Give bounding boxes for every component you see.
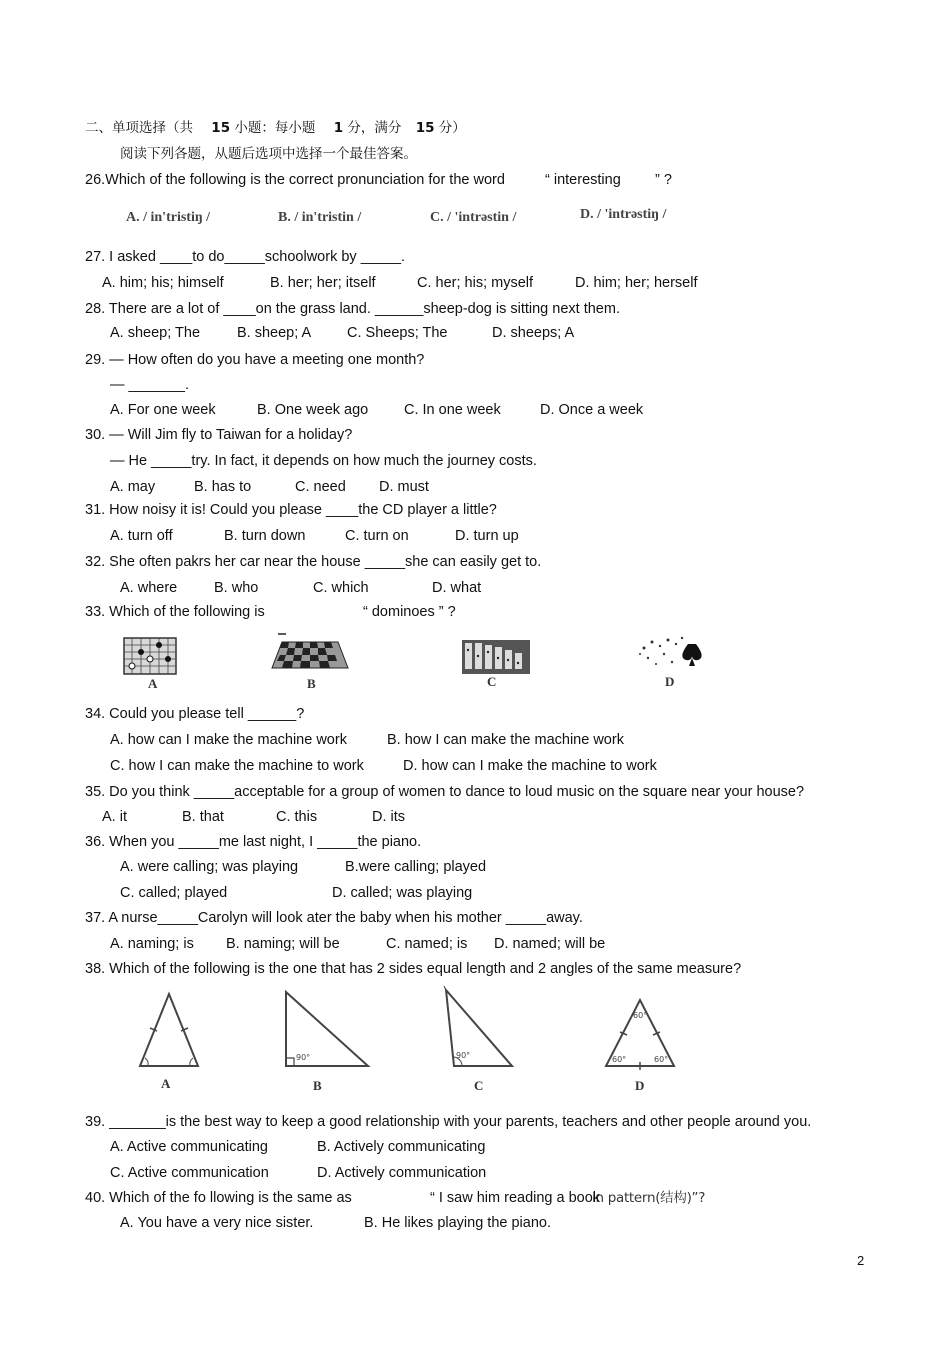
q40-quote: “ I saw him reading a book xyxy=(430,1190,601,1206)
q26-option-a: A. / in'tristiŋ / xyxy=(126,210,211,225)
q26-word: “ interesting xyxy=(545,172,621,188)
q29-option-c: C. In one week xyxy=(404,402,501,418)
q33-stem: 33. Which of the following is xyxy=(85,604,265,620)
q33-label-a: A xyxy=(148,676,158,691)
q30-option-c: C. need xyxy=(295,479,346,495)
q35-stem: 35. Do you think _____acceptable for a group of women to dance to loud music on the square near your house? xyxy=(85,784,805,800)
q31-option-b: B. turn down xyxy=(224,528,306,544)
q26-stem: 26.Which of the following is the correct pronunciation for the word xyxy=(85,172,505,188)
q33-label-d: D xyxy=(665,674,675,689)
q28-option-b: B. sheep; A xyxy=(237,325,312,341)
q34-option-d: D. how can I make the machine to work xyxy=(403,758,657,774)
q37-option-b: B. naming; will be xyxy=(226,936,340,952)
q34-option-c: C. how I can make the machine to work xyxy=(110,758,364,774)
q29-answer-line: — _______. xyxy=(110,377,190,393)
q38-angle-d-right: 60° xyxy=(654,1055,669,1064)
q38-stem: 38. Which of the following is the one that has 2 sides equal length and 2 angles of the same measure? xyxy=(85,961,742,977)
q39-option-a: A. Active communicating xyxy=(110,1139,268,1155)
q39-option-b: B. Actively communicating xyxy=(317,1139,486,1155)
q38-angle-b: 90° xyxy=(296,1053,311,1062)
q28-stem: 28. There are a lot of ____on the grass land. ______sheep-dog is sitting next them. xyxy=(85,301,620,317)
q39-option-c: C. Active communication xyxy=(110,1165,269,1181)
q38-label-a: A xyxy=(161,1076,171,1091)
q27-option-b: B. her; her; itself xyxy=(270,275,376,291)
q38-label-d: D xyxy=(635,1078,645,1093)
q30-answer-line: — He _____try. In fact, it depends on how much the journey costs. xyxy=(110,453,537,469)
section-title: 二、单项选择（共 15 小题：每小题 1 分，满分 15 分） xyxy=(85,120,466,136)
q40-option-b: B. He likes playing the piano. xyxy=(364,1215,551,1231)
q37-stem: 37. A nurse_____Carolyn will look ater the baby when his mother _____away. xyxy=(85,910,583,926)
q29-option-b: B. One week ago xyxy=(257,402,369,418)
q31-option-d: D. turn up xyxy=(455,528,519,544)
q29-option-a: A. For one week xyxy=(110,402,216,418)
q34-stem: 34. Could you please tell ______? xyxy=(85,706,305,722)
isosceles-triangle-image xyxy=(136,990,202,1070)
q36-option-b: B.were calling; played xyxy=(345,859,487,875)
q26-option-d: D. / 'intrəstiŋ / xyxy=(580,207,667,222)
q31-option-c: C. turn on xyxy=(345,528,409,544)
page-number: 2 xyxy=(857,1253,865,1268)
dominoes-image xyxy=(460,638,532,676)
q31-stem: 31. How noisy it is! Could you please ____the CD player a little? xyxy=(85,502,497,518)
q35-option-d: D. its xyxy=(372,809,406,825)
q26-word-close: ” ? xyxy=(655,172,672,188)
q30-stem: 30. — Will Jim fly to Taiwan for a holiday? xyxy=(85,427,353,443)
q33-word: “ dominoes ” ? xyxy=(363,604,456,620)
q40-stem: 40. Which of the fo llowing is the same as xyxy=(85,1190,352,1206)
q36-option-d: D. called; was playing xyxy=(332,885,473,901)
q38-angle-c: 90° xyxy=(456,1051,471,1060)
q32-option-a: A. where xyxy=(120,580,178,596)
q40-overlap: in pattern(结构)”? xyxy=(592,1190,706,1206)
right-triangle-b-image xyxy=(280,988,372,1072)
playing-cards-image xyxy=(634,634,710,674)
q32-option-c: C. which xyxy=(313,580,369,596)
q28-option-c: C. Sheeps; The xyxy=(347,325,448,341)
q39-option-d: D. Actively communication xyxy=(317,1165,487,1181)
q37-option-a: A. naming; is xyxy=(110,936,194,952)
q33-label-b: B xyxy=(307,676,316,691)
q29-stem: 29. — How often do you have a meeting one month? xyxy=(85,352,425,368)
q27-option-c: C. her; his; myself xyxy=(417,275,534,291)
q39-stem: 39. _______is the best way to keep a good relationship with your parents, teachers and other people around you. xyxy=(85,1114,812,1130)
q38-label-b: B xyxy=(313,1078,322,1093)
q38-angle-d-left: 60° xyxy=(612,1055,627,1064)
q32-option-b: B. who xyxy=(214,580,259,596)
q34-option-a: A. how can I make the machine work xyxy=(110,732,347,748)
q40-option-a: A. You have a very nice sister. xyxy=(120,1215,314,1231)
q35-option-a: A. it xyxy=(102,809,127,825)
q31-option-a: A. turn off xyxy=(110,528,173,544)
q27-option-d: D. him; her; herself xyxy=(575,275,698,291)
q38-label-c: C xyxy=(474,1078,484,1093)
q30-option-a: A. may xyxy=(110,479,156,495)
equilateral-triangle-image xyxy=(602,996,678,1070)
q27-stem: 27. I asked ____to do_____schoolwork by _____. xyxy=(85,249,406,265)
q32-option-d: D. what xyxy=(432,580,482,596)
q30-option-d: D. must xyxy=(379,479,429,495)
q26-option-b: B. / in'tristin / xyxy=(278,210,362,225)
q36-option-a: A. were calling; was playing xyxy=(120,859,299,875)
q30-option-b: B. has to xyxy=(194,479,252,495)
chess-board-image xyxy=(268,632,350,676)
q26-option-c: C. / 'intrəstin / xyxy=(430,210,517,225)
q35-option-c: C. this xyxy=(276,809,318,825)
q35-option-b: B. that xyxy=(182,809,224,825)
q28-option-a: A. sheep; The xyxy=(110,325,201,341)
q36-option-c: C. called; played xyxy=(120,885,228,901)
right-triangle-c-image xyxy=(440,986,518,1072)
q28-option-d: D. sheeps; A xyxy=(492,325,575,341)
q37-option-d: D. named; will be xyxy=(494,936,606,952)
q38-angle-d-top: 60° xyxy=(633,1011,648,1020)
q27-option-a: A. him; his; himself xyxy=(102,275,224,291)
q37-option-c: C. named; is xyxy=(386,936,468,952)
q32-stem: 32. She often pakrs her car near the house _____she can easily get to. xyxy=(85,554,542,570)
q36-stem: 36. When you _____me last night, I _____the piano. xyxy=(85,834,422,850)
q34-option-b: B. how I can make the machine work xyxy=(387,732,624,748)
go-board-image xyxy=(122,636,180,678)
section-instruction: 阅读下列各题，从题后选项中选择一个最佳答案。 xyxy=(120,146,417,162)
q33-label-c: C xyxy=(487,674,497,689)
q29-option-d: D. Once a week xyxy=(540,402,644,418)
